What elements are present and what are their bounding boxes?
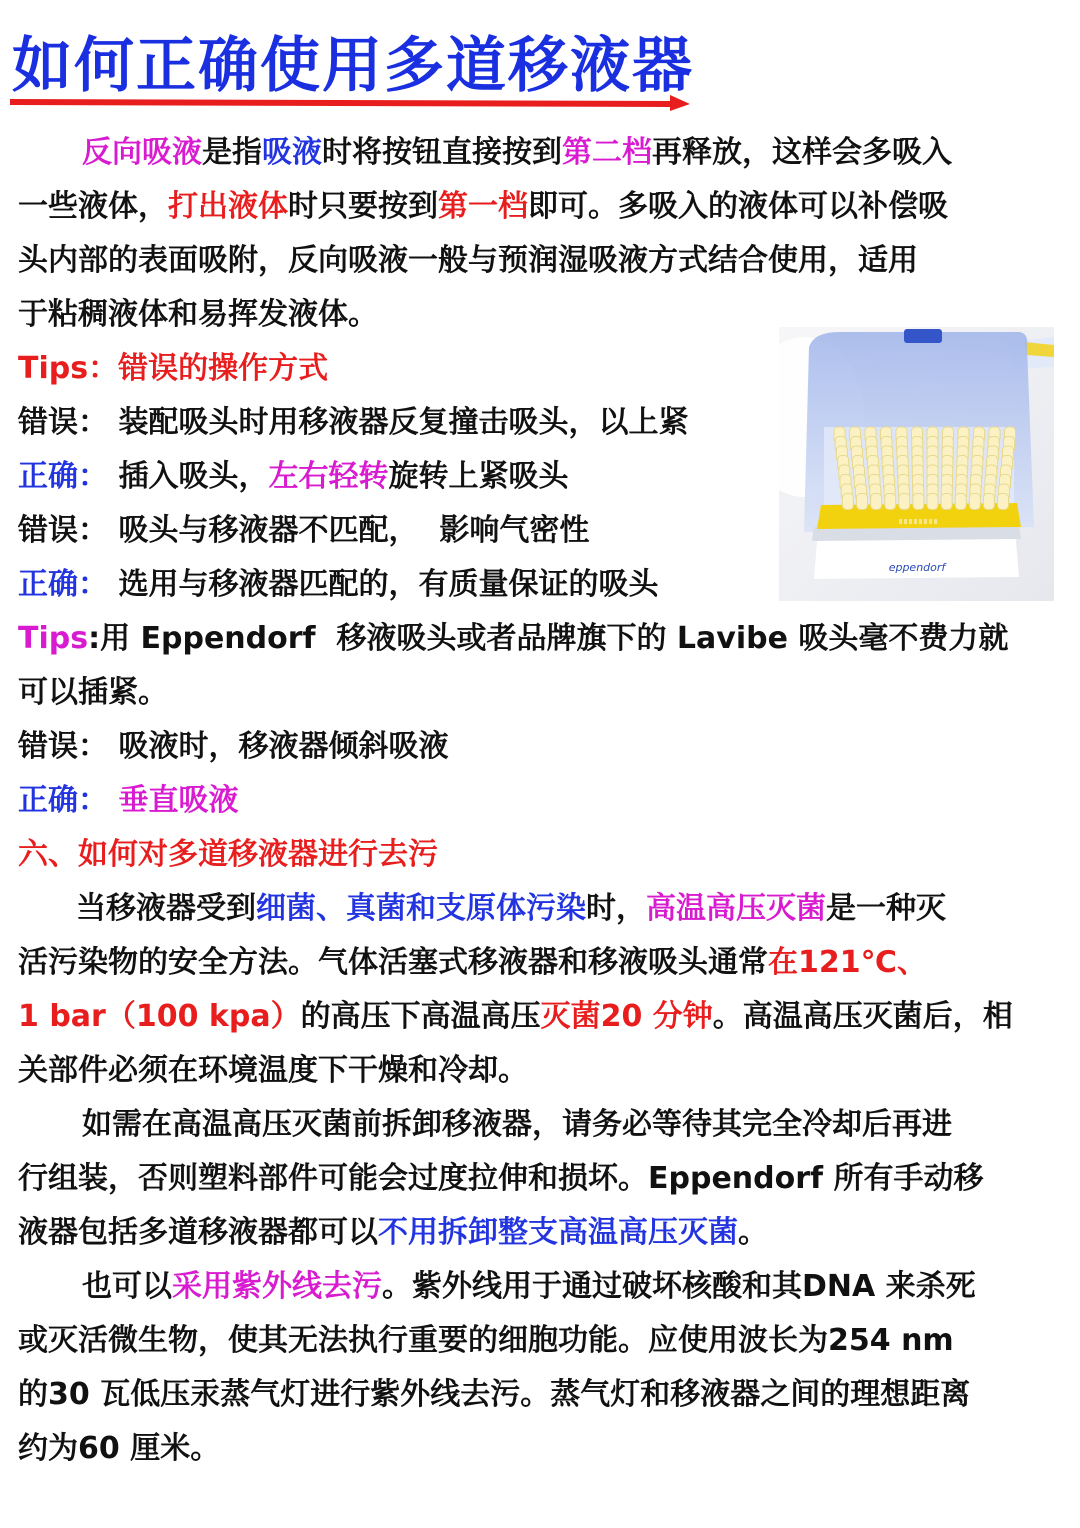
p4-line-1 xyxy=(18,1260,1066,1314)
p1-line-1 xyxy=(18,126,1066,180)
pipette-tip xyxy=(983,494,994,510)
p3-line-2: 行组装，否则塑料部件可能会过度拉伸和损坏。Eppendorf 所有手动移 xyxy=(18,1161,984,1196)
pipette-tip xyxy=(927,494,938,510)
text: 时将按钮直接按到 xyxy=(322,135,562,170)
rack-notch xyxy=(929,519,932,524)
term-autoclave: 高温高压灭菌 xyxy=(646,891,826,926)
rule-highlight: 左右轻转 xyxy=(268,459,389,494)
brand-label: eppendorf xyxy=(888,561,946,574)
tips-eppendorf-line-2: 可以插紧。 xyxy=(18,675,168,710)
wrong-label: 错误： xyxy=(18,513,108,548)
pipette-tip xyxy=(857,494,868,510)
rule-text: 装配吸头时用移液器反复撞击吸头，以上紧 xyxy=(118,405,689,440)
p1-line-4: 于粘稠液体和易挥发液体。 xyxy=(18,297,378,332)
text: 一些液体， xyxy=(18,189,168,224)
p1-line-3: 头内部的表面吸附，反向吸液一般与预润湿吸液方式结合使用，适用 xyxy=(18,243,918,278)
tip-box-illustration xyxy=(779,327,1054,601)
pipette-tip xyxy=(899,494,910,510)
rule-text: 选用与移液器匹配的，有质量保证的吸头 xyxy=(118,567,659,602)
wrong-label: 错误： xyxy=(18,729,108,764)
text: 也可以 xyxy=(82,1269,172,1304)
text: 液器包括多道移液器都可以 xyxy=(18,1215,378,1250)
rack-notch xyxy=(934,519,937,524)
text: 。高温高压灭菌后，相 xyxy=(712,999,1013,1034)
term-no-disassembly: 不用拆卸整支高温高压灭菌 xyxy=(378,1215,738,1250)
text: 。紫外线用于通过破坏核酸和其DNA 来杀死 xyxy=(382,1269,976,1304)
term-contaminants: 细菌、真菌和支原体污染 xyxy=(256,891,586,926)
pipette-tip xyxy=(998,494,1009,510)
text: 。 xyxy=(738,1215,768,1250)
text: 时， xyxy=(586,891,646,926)
text: 是指 xyxy=(202,135,262,170)
pipette-tip xyxy=(842,494,853,510)
p1-line-2 xyxy=(18,180,1066,234)
term-temperature: 在121℃、 xyxy=(768,945,927,980)
term-second-stop: 第二档 xyxy=(562,135,652,170)
pipette-tip xyxy=(913,494,924,510)
p2-line-4: 关部件必须在环境温度下干燥和冷却。 xyxy=(18,1053,528,1088)
text: 活污染物的安全方法。气体活塞式移液器和移液吸头通常 xyxy=(18,945,768,980)
correct-label: 正确： xyxy=(18,783,108,818)
rack-notch xyxy=(924,519,927,524)
rule-text: 插入吸头， xyxy=(118,459,269,494)
text: 时只要按到 xyxy=(288,189,438,224)
p3-line-1: 如需在高温高压灭菌前拆卸移液器，请务必等待其完全冷却后再进 xyxy=(82,1107,952,1142)
pipette-tip xyxy=(871,494,882,510)
p4-line-4: 约为60 厘米。 xyxy=(18,1431,221,1466)
p4-line-3: 的30 瓦低压汞蒸气灯进行紫外线去污。蒸气灯和移液器之间的理想距离 xyxy=(18,1377,971,1412)
pipette-tip xyxy=(885,494,896,510)
term-aspirate: 吸液 xyxy=(262,135,322,170)
text: 当移液器受到 xyxy=(76,891,256,926)
p2-line-1 xyxy=(18,882,1066,936)
rule-wrong-3 xyxy=(18,720,1066,774)
correct-label: 正确： xyxy=(18,459,108,494)
text: 是一种灭 xyxy=(826,891,946,926)
text: 再释放，这样会多吸入 xyxy=(652,135,952,170)
title-underline-arrow xyxy=(10,92,690,114)
correct-label: 正确： xyxy=(18,567,108,602)
rack-notch xyxy=(914,519,917,524)
section-heading-decontamination: 六、如何对多道移液器进行去污 xyxy=(18,837,438,872)
rule-text: 吸头与移液器不匹配， 影响气密性 xyxy=(118,513,590,548)
term-duration: 灭菌20 分钟 xyxy=(540,999,713,1034)
text: 即可。多吸入的液体可以补偿吸 xyxy=(528,189,948,224)
pipette-tip xyxy=(941,494,952,510)
rule-text: 吸液时，移液器倾斜吸液 xyxy=(118,729,449,764)
rack-notch xyxy=(899,519,902,524)
rule-text: 旋转上紧吸头 xyxy=(388,459,569,494)
term-pressure: 1 bar（100 kpa） xyxy=(18,999,301,1034)
rack-notch xyxy=(919,519,922,524)
rack-notch xyxy=(909,519,912,524)
p3-line-3 xyxy=(18,1206,1066,1260)
wrong-label: 错误： xyxy=(18,405,108,440)
term-dispense: 打出液体 xyxy=(168,189,288,224)
tips-eppendorf-line-1 xyxy=(18,612,1066,666)
p2-line-2 xyxy=(18,936,1066,990)
term-reverse-pipetting: 反向吸液 xyxy=(82,135,202,170)
p2-line-3 xyxy=(18,990,1066,1044)
rack-notch xyxy=(904,519,907,524)
p4-line-2: 或灭活微生物，使其无法执行重要的细胞功能。应使用波长为254 nm xyxy=(18,1323,954,1358)
pipette-tip xyxy=(955,494,966,510)
tips-heading: Tips：错误的操作方式 xyxy=(18,351,329,386)
rule-correct-3 xyxy=(18,774,1066,828)
rule-highlight: 垂直吸液 xyxy=(118,783,239,818)
tips-label: Tips xyxy=(18,621,89,656)
tip-box-photo xyxy=(779,327,1054,601)
page-title: 如何正确使用多道移液器 xyxy=(12,31,694,101)
pipette-tip xyxy=(969,494,980,510)
tips-text: :用 Eppendorf 移液吸头或者品牌旗下的 Lavibe 吸头毫不费力就 xyxy=(88,621,1009,656)
term-uv: 采用紫外线去污 xyxy=(172,1269,382,1304)
term-first-stop: 第一档 xyxy=(438,189,528,224)
text: 的高压下高温高压 xyxy=(300,999,541,1034)
